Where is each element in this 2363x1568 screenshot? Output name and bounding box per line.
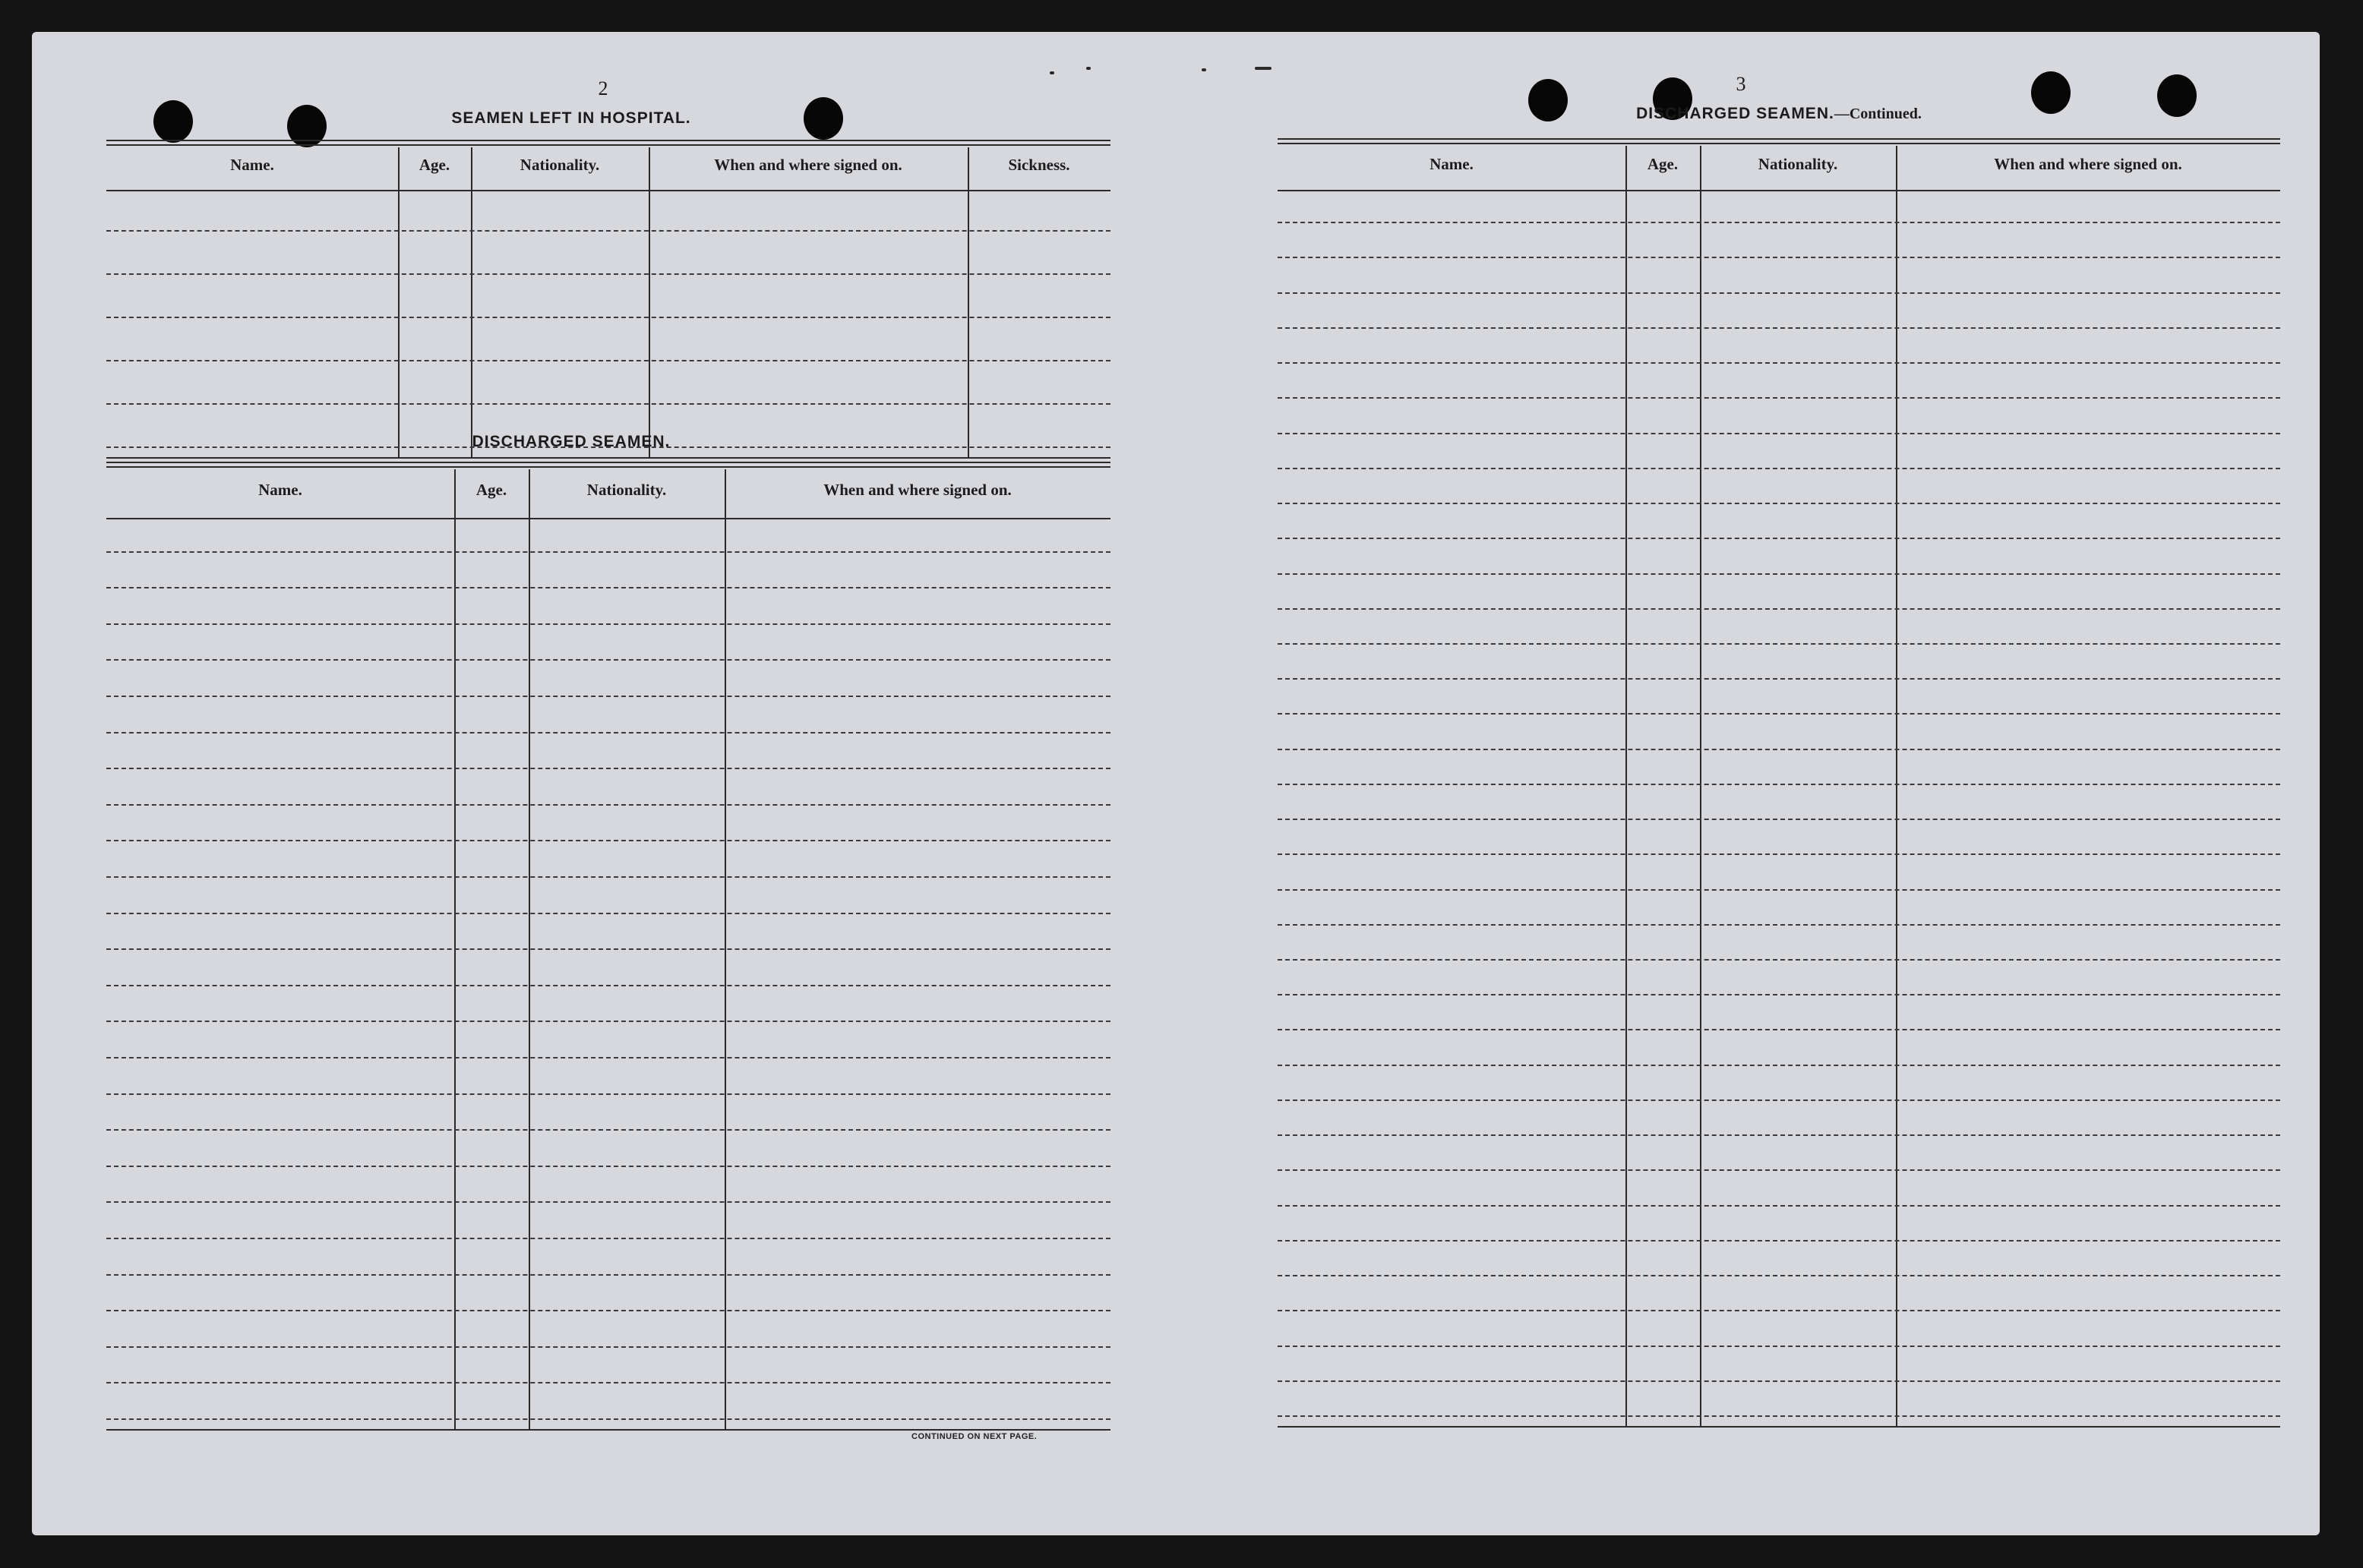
- table-row: [1278, 503, 2280, 504]
- ink-speck: [1202, 68, 1206, 71]
- column-divider: [1625, 146, 1627, 1428]
- column-header: When and where signed on.: [823, 481, 1012, 499]
- table-row: [1278, 327, 2280, 329]
- table-row: [1278, 1065, 2280, 1066]
- punch-hole: [2157, 74, 2197, 117]
- table-row: [1278, 1380, 2280, 1382]
- table-row: [1278, 643, 2280, 645]
- punch-hole: [153, 100, 193, 143]
- table-row: [1278, 994, 2280, 995]
- top-rule: [1278, 138, 2280, 140]
- section-title-discharged: DISCHARGED SEAMEN.: [472, 433, 671, 450]
- table-row: [106, 696, 1110, 697]
- column-header: When and where signed on.: [1994, 155, 2182, 173]
- column-header: Age.: [1647, 155, 1679, 173]
- table-row: [1278, 1099, 2280, 1101]
- column-divider: [1896, 146, 1897, 1428]
- table-row: [106, 587, 1110, 588]
- table-row: [106, 768, 1110, 769]
- table-row: [1278, 1275, 2280, 1276]
- table-row: [106, 1021, 1110, 1022]
- table-row: [1278, 362, 2280, 364]
- table-row: [106, 317, 1110, 318]
- table-row: [1278, 257, 2280, 258]
- top-rule: [106, 462, 1110, 463]
- top-rule: [1278, 143, 2280, 144]
- table-row: [106, 1057, 1110, 1058]
- continued-footnote: CONTINUED ON NEXT PAGE.: [911, 1432, 1038, 1441]
- section-title-text: DISCHARGED SEAMEN.: [1636, 105, 1834, 122]
- table-row: [1278, 1415, 2280, 1417]
- column-divider: [398, 147, 400, 459]
- page-number: 3: [1736, 73, 1746, 95]
- table-row: [106, 985, 1110, 986]
- column-divider: [968, 147, 969, 459]
- column-header: Nationality.: [1758, 155, 1838, 173]
- table-row: [106, 804, 1110, 806]
- table-row: [106, 913, 1110, 914]
- table-row: [106, 659, 1110, 661]
- table-row: [106, 1166, 1110, 1167]
- ink-speck: [1050, 71, 1054, 74]
- hospital-table: [106, 140, 1110, 459]
- table-row: [106, 1093, 1110, 1095]
- table-row: [1278, 292, 2280, 294]
- table-row: [1278, 538, 2280, 539]
- punch-hole: [2031, 71, 2071, 114]
- table-row: [1278, 1134, 2280, 1136]
- table-row: [1278, 1169, 2280, 1171]
- table-row: [106, 1238, 1110, 1239]
- page-number: 2: [598, 77, 608, 99]
- table-row: [106, 876, 1110, 878]
- ink-speck: [1086, 67, 1091, 70]
- header-rule: [106, 518, 1110, 519]
- table-row: [1278, 433, 2280, 434]
- table-row: [1278, 853, 2280, 855]
- column-header: Name.: [258, 481, 302, 499]
- table-row: [1278, 397, 2280, 399]
- column-header: Sickness.: [1008, 156, 1070, 174]
- section-title-discharged-continued: [1612, 105, 1946, 123]
- table-row: [106, 551, 1110, 553]
- bottom-rule: [1278, 1426, 2280, 1428]
- table-row: [1278, 1240, 2280, 1241]
- table-row: [1278, 1205, 2280, 1207]
- table-row: [1278, 924, 2280, 926]
- table-row: [1278, 1310, 2280, 1311]
- table-row: [106, 1418, 1110, 1420]
- table-row: [1278, 1029, 2280, 1030]
- discharged-table: [106, 462, 1110, 1431]
- header-rule: [106, 190, 1110, 191]
- section-title-hospital: SEAMEN LEFT IN HOSPITAL.: [451, 109, 691, 127]
- bottom-rule: [106, 1429, 1110, 1431]
- table-row: [1278, 784, 2280, 785]
- column-header: Nationality.: [586, 481, 667, 499]
- table-row: [106, 230, 1110, 232]
- ink-speck: [1255, 67, 1272, 70]
- discharged-continued-table: [1278, 138, 2280, 1428]
- table-row: [1278, 1346, 2280, 1347]
- table-row: [1278, 573, 2280, 575]
- table-row: [106, 1274, 1110, 1276]
- table-row: [106, 1201, 1110, 1203]
- column-header: Age.: [419, 156, 450, 174]
- column-divider: [1700, 146, 1701, 1428]
- table-row: [106, 1382, 1110, 1383]
- column-header: When and where signed on.: [714, 156, 902, 174]
- document-sheet: [32, 32, 2320, 1535]
- header-rule: [1278, 190, 2280, 191]
- column-divider: [471, 147, 472, 459]
- table-row: [106, 273, 1110, 275]
- top-rule: [106, 140, 1110, 141]
- column-header: Name.: [230, 156, 274, 174]
- top-rule: [106, 466, 1110, 468]
- punch-hole: [1528, 79, 1568, 121]
- table-row: [106, 623, 1110, 625]
- column-header: Nationality.: [520, 156, 600, 174]
- table-row: [1278, 819, 2280, 820]
- table-row: [1278, 713, 2280, 715]
- table-row: [106, 360, 1110, 361]
- column-header: Age.: [475, 481, 507, 499]
- top-rule: [106, 144, 1110, 146]
- table-row: [106, 403, 1110, 405]
- table-row: [1278, 468, 2280, 469]
- table-row: [106, 840, 1110, 841]
- table-row: [1278, 889, 2280, 891]
- table-row: [1278, 608, 2280, 610]
- table-row: [106, 1346, 1110, 1348]
- column-divider: [649, 147, 650, 459]
- column-header: Name.: [1429, 155, 1474, 173]
- table-row: [106, 948, 1110, 950]
- table-row: [1278, 222, 2280, 223]
- table-row: [106, 1129, 1110, 1131]
- punch-hole: [804, 97, 843, 140]
- table-row: [1278, 678, 2280, 680]
- table-row: [1278, 749, 2280, 750]
- table-row: [1278, 959, 2280, 961]
- bottom-rule: [106, 457, 1110, 459]
- table-row: [106, 1310, 1110, 1311]
- section-title-suffix: —Continued.: [1834, 106, 1922, 122]
- table-row: [106, 732, 1110, 734]
